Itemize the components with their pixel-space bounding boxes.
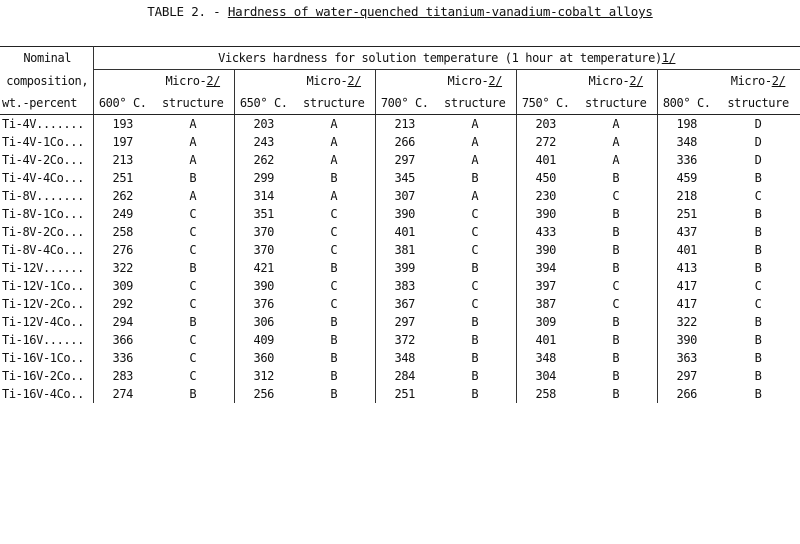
microstructure-cell: B (754, 369, 762, 383)
microstructure-cell: A (152, 187, 234, 205)
temp-header-650: 650° C. (234, 92, 293, 115)
microstructure-cell: B (434, 385, 516, 403)
microstructure-cell: B (434, 349, 516, 367)
microstructure-cell: C (293, 205, 375, 223)
hardness-cell: 274 (112, 387, 133, 401)
hardness-table (0, 46, 800, 403)
hardness-cell: 421 (253, 261, 274, 275)
hardness-cell: 193 (112, 117, 133, 131)
hardness-cell: 262 (112, 189, 133, 203)
hardness-cell: 203 (253, 117, 274, 131)
hardness-cell: 390 (253, 279, 274, 293)
microstructure-cell: C (152, 295, 234, 313)
microstructure-cell: A (434, 115, 516, 134)
microstructure-cell: B (575, 259, 657, 277)
micro-header-800: Micro-2/ (730, 74, 786, 88)
composition-cell: Ti-8V-1Co... (0, 205, 93, 223)
hardness-cell: 203 (535, 117, 556, 131)
hardness-cell: 218 (676, 189, 697, 203)
micro-header-600: Micro-2/ (152, 70, 234, 93)
table-title (0, 4, 800, 19)
hardness-cell: 198 (676, 117, 697, 131)
microstructure-cell: B (434, 169, 516, 187)
composition-cell: Ti-12V-4Co.. (0, 313, 93, 331)
hardness-cell: 437 (676, 225, 697, 239)
microstructure-cell: B (575, 349, 657, 367)
hardness-cell: 401 (394, 225, 415, 239)
header-row-3 (0, 92, 800, 115)
hardness-cell: 401 (676, 243, 697, 257)
hardness-cell: 390 (676, 333, 697, 347)
hardness-cell: 390 (535, 243, 556, 257)
hardness-cell: 284 (394, 369, 415, 383)
composition-header-line-2: composition, (0, 70, 93, 93)
hardness-cell: 299 (253, 171, 274, 185)
header-row-1 (0, 47, 800, 70)
microstructure-cell: C (152, 367, 234, 385)
composition-cell: Ti-16V-2Co.. (0, 367, 93, 385)
microstructure-cell: B (754, 315, 762, 329)
hardness-cell: 401 (535, 153, 556, 167)
hardness-cell: 348 (394, 351, 415, 365)
hardness-cell: 348 (676, 135, 697, 149)
composition-cell: Ti-8V-2Co... (0, 223, 93, 241)
composition-cell: Ti-8V....... (0, 187, 93, 205)
table-header (0, 47, 800, 115)
table-caption: Hardness of water-quenched titanium-vanadium-cobalt alloys (227, 4, 653, 19)
microstructure-cell: B (575, 223, 657, 241)
microstructure-cell: C (754, 189, 762, 203)
structure-header-750: structure (575, 92, 657, 115)
hardness-cell: 276 (112, 243, 133, 257)
hardness-cell: 376 (253, 297, 274, 311)
microstructure-cell: A (575, 115, 657, 134)
hardness-cell: 336 (676, 153, 697, 167)
hardness-cell: 213 (112, 153, 133, 167)
microstructure-cell: B (293, 313, 375, 331)
vickers-span-header (93, 47, 800, 70)
microstructure-cell: C (293, 295, 375, 313)
hardness-cell: 401 (535, 333, 556, 347)
table-number: TABLE 2. - (147, 4, 228, 19)
hardness-cell: 262 (253, 153, 274, 167)
hardness-cell: 266 (676, 387, 697, 401)
hardness-cell: 309 (112, 279, 133, 293)
header-row-2 (0, 70, 800, 93)
microstructure-cell: C (293, 277, 375, 295)
microstructure-cell: D (754, 117, 762, 131)
table-row (0, 133, 800, 151)
hardness-cell: 251 (112, 171, 133, 185)
microstructure-cell: B (575, 385, 657, 403)
hardness-cell: 249 (112, 207, 133, 221)
microstructure-cell: C (152, 349, 234, 367)
micro-header-700: Micro-2/ (434, 70, 516, 93)
hardness-cell: 348 (535, 351, 556, 365)
hardness-cell: 297 (394, 315, 415, 329)
microstructure-cell: B (575, 313, 657, 331)
composition-cell: Ti-4V-2Co... (0, 151, 93, 169)
microstructure-cell: C (434, 205, 516, 223)
vickers-header-text: Vickers hardness for solution temperature (1 hour at temperature) (218, 51, 662, 65)
microstructure-cell: C (434, 241, 516, 259)
hardness-cell: 314 (253, 189, 274, 203)
hardness-cell: 297 (676, 369, 697, 383)
microstructure-cell: B (152, 313, 234, 331)
temp-header-spacer (93, 70, 152, 93)
composition-cell: Ti-16V-1Co.. (0, 349, 93, 367)
hardness-cell: 387 (535, 297, 556, 311)
composition-header-line-3: wt.-percent (0, 92, 93, 115)
composition-cell: Ti-12V-2Co.. (0, 295, 93, 313)
composition-cell: Ti-12V...... (0, 259, 93, 277)
composition-cell: Ti-8V-4Co... (0, 241, 93, 259)
hardness-cell: 360 (253, 351, 274, 365)
table-row (0, 295, 800, 313)
hardness-cell: 383 (394, 279, 415, 293)
hardness-cell: 381 (394, 243, 415, 257)
hardness-cell: 322 (112, 261, 133, 275)
hardness-cell: 243 (253, 135, 274, 149)
microstructure-cell: C (754, 297, 762, 311)
temp-header-600: 600° C. (93, 92, 152, 115)
microstructure-cell: B (152, 169, 234, 187)
microstructure-cell: B (434, 259, 516, 277)
micro-header-650: Micro-2/ (293, 70, 375, 93)
microstructure-cell: B (754, 171, 762, 185)
microstructure-cell: A (434, 187, 516, 205)
microstructure-cell: B (754, 225, 762, 239)
hardness-cell: 413 (676, 261, 697, 275)
table-row (0, 187, 800, 205)
hardness-cell: 397 (535, 279, 556, 293)
microstructure-cell: B (152, 385, 234, 403)
microstructure-cell: A (434, 133, 516, 151)
microstructure-cell: B (293, 169, 375, 187)
microstructure-cell: B (754, 351, 762, 365)
hardness-cell: 433 (535, 225, 556, 239)
microstructure-cell: A (293, 151, 375, 169)
microstructure-cell: C (754, 279, 762, 293)
structure-header-800: structure (716, 92, 800, 115)
table-row (0, 223, 800, 241)
hardness-cell: 230 (535, 189, 556, 203)
hardness-cell: 367 (394, 297, 415, 311)
table-row (0, 205, 800, 223)
hardness-cell: 394 (535, 261, 556, 275)
hardness-cell: 450 (535, 171, 556, 185)
microstructure-cell: B (434, 331, 516, 349)
hardness-cell: 409 (253, 333, 274, 347)
table-row (0, 259, 800, 277)
microstructure-cell: B (293, 385, 375, 403)
microstructure-cell: A (434, 151, 516, 169)
microstructure-cell: B (575, 169, 657, 187)
hardness-cell: 258 (112, 225, 133, 239)
structure-header-600: structure (152, 92, 234, 115)
hardness-cell: 345 (394, 171, 415, 185)
hardness-cell: 459 (676, 171, 697, 185)
hardness-cell: 312 (253, 369, 274, 383)
hardness-cell: 370 (253, 225, 274, 239)
hardness-cell: 258 (535, 387, 556, 401)
structure-header-700: structure (434, 92, 516, 115)
hardness-cell: 292 (112, 297, 133, 311)
microstructure-cell: B (434, 367, 516, 385)
hardness-cell: 370 (253, 243, 274, 257)
table-row (0, 349, 800, 367)
hardness-cell: 251 (394, 387, 415, 401)
microstructure-cell: C (434, 277, 516, 295)
microstructure-cell: B (575, 241, 657, 259)
hardness-cell: 197 (112, 135, 133, 149)
hardness-cell: 297 (394, 153, 415, 167)
microstructure-cell: C (152, 205, 234, 223)
hardness-cell: 390 (535, 207, 556, 221)
hardness-cell: 336 (112, 351, 133, 365)
microstructure-cell: B (754, 243, 762, 257)
hardness-cell: 251 (676, 207, 697, 221)
microstructure-cell: C (575, 295, 657, 313)
microstructure-cell: A (575, 151, 657, 169)
temp-header-750: 750° C. (516, 92, 575, 115)
table-row (0, 151, 800, 169)
composition-cell: Ti-4V-1Co... (0, 133, 93, 151)
microstructure-cell: A (152, 133, 234, 151)
microstructure-cell: B (754, 207, 762, 221)
microstructure-cell: A (152, 115, 234, 134)
microstructure-cell: B (152, 259, 234, 277)
hardness-cell: 213 (394, 117, 415, 131)
microstructure-cell: B (293, 349, 375, 367)
hardness-cell: 366 (112, 333, 133, 347)
hardness-cell: 417 (676, 279, 697, 293)
microstructure-cell: A (293, 187, 375, 205)
microstructure-cell: D (754, 153, 762, 167)
hardness-cell: 304 (535, 369, 556, 383)
table-row (0, 169, 800, 187)
microstructure-cell: C (293, 241, 375, 259)
hardness-cell: 294 (112, 315, 133, 329)
microstructure-cell: B (293, 259, 375, 277)
hardness-cell: 372 (394, 333, 415, 347)
microstructure-cell: C (152, 223, 234, 241)
microstructure-cell: B (754, 333, 762, 347)
hardness-cell: 306 (253, 315, 274, 329)
microstructure-cell: C (575, 187, 657, 205)
table-row (0, 115, 800, 134)
microstructure-cell: C (293, 223, 375, 241)
structure-header-650: structure (293, 92, 375, 115)
microstructure-cell: C (575, 277, 657, 295)
microstructure-cell: C (152, 331, 234, 349)
hardness-cell: 256 (253, 387, 274, 401)
composition-cell: Ti-4V-4Co... (0, 169, 93, 187)
table-row (0, 331, 800, 349)
hardness-cell: 283 (112, 369, 133, 383)
hardness-cell: 309 (535, 315, 556, 329)
composition-header-line-1: Nominal (0, 47, 93, 70)
table-body (0, 115, 800, 404)
hardness-cell: 390 (394, 207, 415, 221)
microstructure-cell: C (152, 241, 234, 259)
hardness-cell: 322 (676, 315, 697, 329)
table-row (0, 277, 800, 295)
microstructure-cell: A (152, 151, 234, 169)
microstructure-cell: A (293, 133, 375, 151)
microstructure-cell: B (293, 367, 375, 385)
microstructure-cell: B (434, 313, 516, 331)
microstructure-cell: A (575, 133, 657, 151)
temp-header-700: 700° C. (375, 92, 434, 115)
table-row (0, 313, 800, 331)
microstructure-cell: A (293, 115, 375, 134)
hardness-cell: 351 (253, 207, 274, 221)
hardness-cell: 272 (535, 135, 556, 149)
microstructure-cell: B (575, 367, 657, 385)
table-row (0, 367, 800, 385)
microstructure-cell: B (575, 205, 657, 223)
micro-header-750: Micro-2/ (575, 70, 657, 93)
composition-cell: Ti-4V....... (0, 115, 93, 134)
hardness-cell: 417 (676, 297, 697, 311)
hardness-cell: 307 (394, 189, 415, 203)
hardness-cell: 399 (394, 261, 415, 275)
footnote-mark-1: 1/ (661, 51, 676, 65)
microstructure-cell: B (575, 331, 657, 349)
microstructure-cell: C (434, 295, 516, 313)
microstructure-cell: B (754, 261, 762, 275)
microstructure-cell: C (434, 223, 516, 241)
composition-cell: Ti-16V...... (0, 331, 93, 349)
composition-cell: Ti-12V-1Co.. (0, 277, 93, 295)
microstructure-cell: D (754, 135, 762, 149)
table-row (0, 385, 800, 403)
table-row (0, 241, 800, 259)
hardness-cell: 363 (676, 351, 697, 365)
temp-header-800: 800° C. (657, 92, 716, 115)
hardness-cell: 266 (394, 135, 415, 149)
microstructure-cell: B (293, 331, 375, 349)
composition-cell: Ti-16V-4Co.. (0, 385, 93, 403)
microstructure-cell: B (754, 387, 762, 401)
microstructure-cell: C (152, 277, 234, 295)
